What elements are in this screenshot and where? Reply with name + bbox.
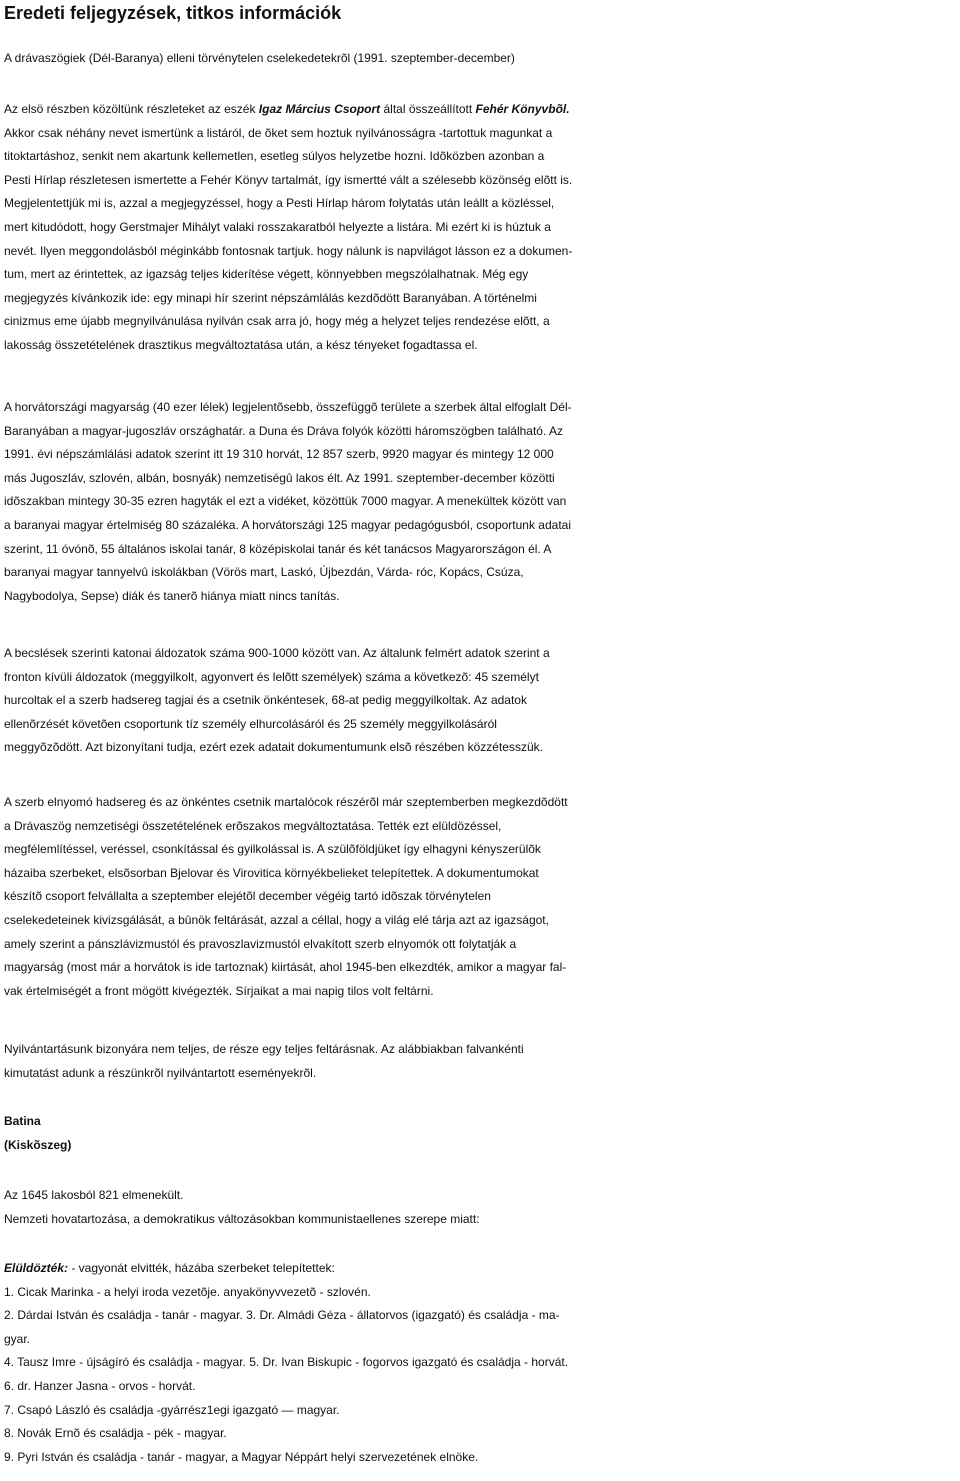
- casualties-paragraph: [4, 642, 956, 760]
- text-line: Nagybodolya, Sepse) diák és tanerõ hiánya miatt nincs tanítás.: [4, 588, 340, 603]
- demographics-paragraph: [4, 396, 956, 608]
- text-line: baranyai magyar tannyelvû iskolákban (Vörös mart, Laskó, Újbezdán, Várda- róc, Kopács, Csúza,: [4, 565, 524, 580]
- text-line: [4, 98, 956, 122]
- intro-paragraph: [4, 98, 956, 358]
- village-alt-name: (Kiskõszeg): [4, 1137, 72, 1152]
- list-item: 9. Pyri István és családja - tanár - magyar, a Magyar Néppárt helyi szervezetének elnöke.: [4, 1449, 479, 1464]
- text-line: vak értelmiségét a front mögött kivégezték. Sírjaikat a mai napig tilos volt feltárni.: [4, 983, 434, 998]
- book-title: Fehér Könyvbõl.: [475, 102, 570, 116]
- text-run: által összeállított: [380, 102, 476, 116]
- text-line: házaiba szerbeket, elsõsorban Bjelovar és Virovitica környékbelieket telepítettek. A dokumentumokat: [4, 865, 539, 880]
- list-label: Elüldözték:: [4, 1261, 69, 1275]
- text-line: fronton kívüli áldozatok (meggyilkolt, agyonvert és lelõtt személyek) száma a következõ: 45 személyt: [4, 669, 539, 684]
- text-line: meggyõzõdött. Azt bizonyítani tudja, ezért ezek adatait dokumentumunk elsõ részében közzétesszük.: [4, 740, 543, 755]
- text-line: mert kitudódott, hogy Gerstmajer Mihályt valaki rosszakaratból helyezte a listára. Mi ezért ki is húztuk a: [4, 219, 551, 234]
- text-line: A becslések szerinti katonai áldozatok száma 900-1000 között van. Az általunk felmért adatok szerint a: [4, 646, 550, 660]
- text-line: Pesti Hírlap részletesen ismertette a Fehér Könyv tartalmát, így ismertté vált a szélesebb közönség elõtt is.: [4, 172, 573, 187]
- list-item: 6. dr. Hanzer Jasna - orvos - horvát.: [4, 1378, 196, 1393]
- village-summary: [4, 1184, 956, 1231]
- text-line: cselekedeteinek kivizsgálását, a bûnök feltárását, azzal a céllal, hogy a világ elé tárja azt az igazságot,: [4, 912, 549, 927]
- text-line: magyarság (most már a horvátok is ide tartoznak) kiirtását, ahol 1945-ben elkezdték, amikor a magyar fal-: [4, 960, 567, 975]
- text-line: ellenõrzését követõen csoportunk tíz személy elhurcolásáról és 25 személy meggyilkolásáról: [4, 716, 497, 731]
- subtitle-paragraph: [4, 47, 956, 71]
- page-title: Eredeti feljegyzések, titkos információk: [4, 3, 342, 23]
- text-line: szerint, 11 óvónõ, 55 általános iskolai tanár, 8 középiskolai tanár és két tanácsos Magyarországon él. A: [4, 541, 552, 556]
- text-line: A szerb elnyomó hadsereg és az önkéntes csetnik martalócok részérõl már szeptemberben megkezdõdött: [4, 795, 568, 809]
- list-item: 4. Tausz Imre - újságíró és családja - magyar. 5. Dr. Ivan Biskupic - fogorvos igazgató és családja - horvát.: [4, 1355, 569, 1370]
- text-line: Megjelentettjük mi is, azzal a megjegyzéssel, hogy a Pesti Hírlap három folytatás után leállt a közléssel,: [4, 196, 555, 211]
- list-item: gyar.: [4, 1331, 31, 1346]
- text-line: hurcoltak el a szerb hadsereg tagjai és a csetnik önkéntesek, 68-at pedig meggyilkoltak. Az adatok: [4, 693, 527, 708]
- list-item: 1. Cicak Marinka - a helyi iroda vezetõje. anyakönyvvezetõ - szlovén.: [4, 1284, 371, 1299]
- text-line: titoktartáshoz, senkit nem akartunk kellemetlen, esetleg súlyos helyzetbe hozni. Idõközben azonban a: [4, 149, 545, 164]
- text-run: Az elsö részben közöltünk részleteket az eszék: [4, 102, 259, 116]
- text-line: a Drávaszög nemzetiségi összetételének erõszakos megváltoztatása. Tették ezt elüldözéssel,: [4, 818, 502, 833]
- list-item: 2. Dárdai István és családja - tanár - magyar. 3. Dr. Almádi Géza - állatorvos (igazgató) és családja - ma-: [4, 1308, 560, 1323]
- text-line: Nyilvántartásunk bizonyára nem teljes, de része egy teljes feltárásnak. Az alábbiakban falvankénti: [4, 1042, 524, 1056]
- list-heading: [4, 1257, 956, 1281]
- text-line: kimutatást adunk a részünkrõl nyilvántartott eseményekrõl.: [4, 1065, 317, 1080]
- text-line: amely szerint a pánszlávizmustól és pravoszlavizmustól elvakított szerb elnyomók ott folytatják a: [4, 936, 517, 951]
- text-line: nevét. Ilyen meggondolásból méginkább fontosnak tartjuk. hogy nálunk is napvilágot lásson ez a dokumen-: [4, 243, 573, 258]
- text-line: Akkor csak néhány nevet ismertünk a listáról, de õket sem hoztuk nyilvánosságra -tartottuk magunkat a: [4, 125, 553, 140]
- group-name: Igaz Március Csoport: [258, 102, 381, 116]
- text-line: Nemzeti hovatartozása, a demokratikus változásokban kommunistaellenes szerepe miatt:: [4, 1211, 480, 1226]
- text-line: Az 1645 lakosból 821 elmenekült.: [4, 1188, 184, 1202]
- text-line: megjegyzés kívánkozik ide: egy minapi hír szerint népszámlálás kezdõdött Baranyában. A történelmi: [4, 290, 537, 305]
- text-line: Baranyában a magyar-jugoszláv országhatár. a Duna és Dráva folyók közötti háromszögben található. Az: [4, 423, 563, 438]
- text-line: cinizmus eme újabb megnyilvánulása nyilván csak arra jó, hogy még a helyzet teljes rendezése elõtt, a: [4, 314, 550, 329]
- list-item: 7. Csapó László és családja -gyárrész1egi igazgató — magyar.: [4, 1402, 340, 1417]
- text-line: megfélemlítéssel, veréssel, csonkítással és gyilkolással is. A szülõföldjüket így elhagyni kényszerülõk: [4, 842, 541, 857]
- register-paragraph: [4, 1038, 956, 1085]
- village-heading: [4, 1110, 956, 1157]
- text-line: A drávaszögiek (Dél-Baranya) elleni törvénytelen cselekedetekrõl (1991. szeptember-december): [4, 51, 515, 65]
- text-line: 1991. évi népszámlálási adatok szerint itt 19 310 horvát, 12 857 szerb, 9920 magyar és mintegy 12 000: [4, 447, 554, 462]
- text-line: tum, mert az érintettek, az igazság teljes kiderítése végett, könnyebben megszólalhatnak. Még egy: [4, 267, 529, 282]
- text-line: lakosság összetételének drasztikus megváltoztatása után, a kész tényeket fogadtassa el.: [4, 337, 478, 352]
- list-item: 8. Novák Ernõ és családja - pék - magyar.: [4, 1426, 227, 1441]
- text-line: a baranyai magyar értelmiség 80 százaléka. A horvátországi 125 magyar pedagógusból, csoportunk adatai: [4, 517, 572, 532]
- text-line: idõszakban mintegy 30-35 ezren hagyták el ezt a vidéket, közöttük 7000 magyar. A menekültek között van: [4, 494, 567, 509]
- text-line: más Jugoszláv, szlovén, albán, bosnyák) nemzetiségû lakos élt. Az 1991. szeptember-december közötti: [4, 470, 555, 485]
- text-line: A horvátországi magyarság (40 ezer lélek) legjelentõsebb, összefüggõ területe a szerbek által elfoglalt Dél-: [4, 400, 572, 414]
- text-run: - vagyonát elvitték, házába szerbeket telepítettek:: [68, 1261, 335, 1275]
- village-name: Batina: [4, 1114, 41, 1128]
- expelled-list: [4, 1257, 956, 1469]
- expulsion-paragraph: [4, 791, 956, 1003]
- text-line: készítõ csoport felvállalta a szeptember elejétõl december végéig tartó idõszak törvénytelen: [4, 889, 491, 904]
